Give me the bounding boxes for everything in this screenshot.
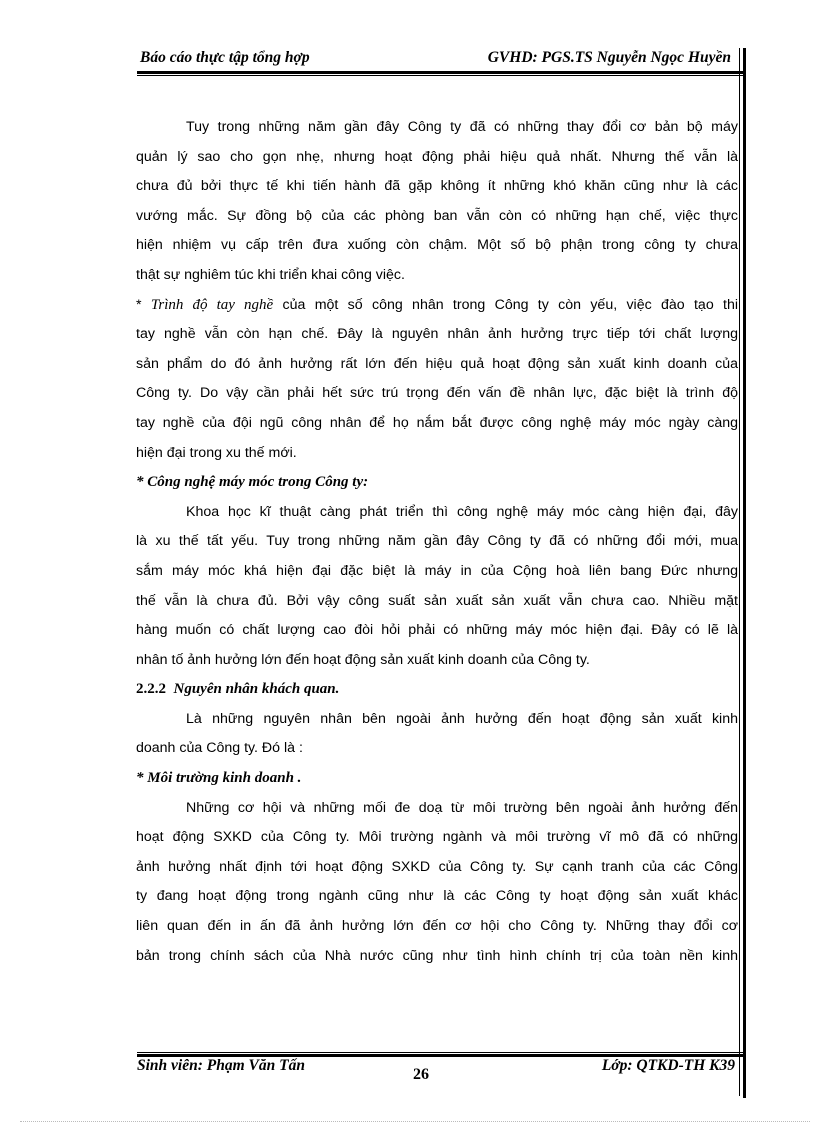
paragraph-line: là xu thế tất yếu. Tuy trong những năm gần đây Công ty đã có những đổi mới, mua <box>136 533 738 550</box>
paragraph-line: Những cơ hội và những mối đe doạ từ môi trường bên ngoài ảnh hưởng đến <box>186 799 738 816</box>
paragraph-line: bản trong chính sách của Nhà nước cũng như tình hình chính trị của toàn nền kinh <box>136 947 738 964</box>
paragraph-line: sản phẩm do đó ảnh hưởng rất lớn đến hiệu quả hoạt động sản xuất kinh doanh của <box>136 355 738 372</box>
header-rule-thin <box>137 75 743 76</box>
paragraph-line: Khoa học kĩ thuật càng phát triển thì công nghệ máy móc càng hiện đại, đây <box>186 503 738 520</box>
header-supervisor: GVHD: PGS.TS Nguyễn Ngọc Huyền <box>487 49 731 66</box>
paragraph-line: quản lý sao cho gọn nhẹ, nhưng hoạt động phải hiệu quả nhất. Nhưng thế vẫn là <box>136 148 738 165</box>
paragraph-line: vướng mắc. Sự đồng bộ của các phòng ban vẫn còn có những hạn chế, việc thực <box>136 207 738 224</box>
page-number: 26 <box>413 1066 429 1083</box>
section-heading-numbered <box>136 675 738 705</box>
paragraph-line: ty đang hoạt động trong ngành cũng như là các Công ty hoạt động sản xuất khác <box>136 888 738 905</box>
footer-student: Sinh viên: Phạm Văn Tấn <box>137 1057 305 1074</box>
paragraph-line: liên quan đến in ấn đã ảnh hưởng lớn đến cơ hội cho Công ty. Những thay đổi cơ <box>136 918 738 935</box>
paragraph-line: thế vẫn là chưa đủ. Bởi vậy công suất sản xuất sản xuất vẫn chưa cao. Nhiều mặt <box>136 592 738 609</box>
paragraph-line: tay nghề vẫn còn hạn chế. Đây là nguyên nhân ảnh hưởng trực tiếp tới chất lượng <box>136 326 738 343</box>
bullet-star: * <box>136 296 151 313</box>
paragraph-line: doanh của Công ty. Đó là : <box>136 740 303 757</box>
paragraph-line <box>136 291 738 321</box>
paragraph-line: thật sự nghiêm túc khi triển khai công việc. <box>136 266 405 283</box>
document-body <box>136 113 738 971</box>
paragraph-line: hàng muốn có chất lượng cao đòi hỏi phải có những máy móc hiện đại. Đây có lẽ là <box>136 622 738 639</box>
paragraph-line: hiện nhiệm vụ cấp trên đưa xuống còn chậm. Một số bộ phận trong công ty chưa <box>136 237 738 254</box>
page-footer <box>137 1057 743 1087</box>
page-header <box>137 49 735 73</box>
header-rule <box>137 71 743 74</box>
section-heading: * Công nghệ máy móc trong Công ty: <box>136 474 369 491</box>
paragraph-line: hiện đại trong xu thế mới. <box>136 444 297 461</box>
paragraph-line: tay nghề của đội ngũ công nhân để họ nắm bắt được công nghệ máy móc ngày càng <box>136 414 738 431</box>
header-report-title: Báo cáo thực tập tổng hợp <box>140 49 310 66</box>
section-title: Nguyên nhân khách quan. <box>173 681 340 698</box>
paragraph-line: hoạt động SXKD của Công ty. Môi trường ngành và môi trường vĩ mô đã có những <box>136 829 738 846</box>
paragraph-line: Công ty. Do vậy cần phải hết sức trú trọng đến vấn đề nhân lực, đặc biệt là trình độ <box>136 385 738 402</box>
footer-rule-thin <box>137 1052 743 1053</box>
paragraph-line: Là những nguyên nhân bên ngoài ảnh hưởng đến hoạt động sản xuất kinh <box>186 710 738 727</box>
section-heading: * Môi trường kinh doanh . <box>136 770 302 787</box>
paragraph-line: nhân tố ảnh hưởng lớn đến hoạt động sản xuất kinh doanh của Công ty. <box>136 651 590 668</box>
paragraph-text: của một số công nhân trong Công ty còn yếu, việc đào tạo thi <box>273 296 739 313</box>
section-number: 2.2.2 <box>136 681 166 698</box>
paragraph-line: chưa đủ bởi thực tế khi tiến hành đã gặp không ít những khó khăn cũng như là các <box>136 178 738 195</box>
paragraph-line: ảnh hưởng nhất định tới hoạt động SXKD của Công ty. Sự cạnh tranh của các Công <box>136 858 738 875</box>
footer-class: Lớp: QTKD-TH K39 <box>601 1057 735 1074</box>
page-bottom-edge <box>20 1121 810 1122</box>
page-border-right <box>743 48 746 1098</box>
paragraph-line: sắm máy móc khá hiện đại đặc biệt là máy in của Cộng hoà liên bang Đức nhưng <box>136 562 738 579</box>
paragraph-line: Tuy trong những năm gần đây Công ty đã có những thay đổi cơ bản bộ máy <box>186 119 738 135</box>
page-border-right-inner <box>739 48 740 1096</box>
italic-term: Trình độ tay nghề <box>150 296 274 313</box>
